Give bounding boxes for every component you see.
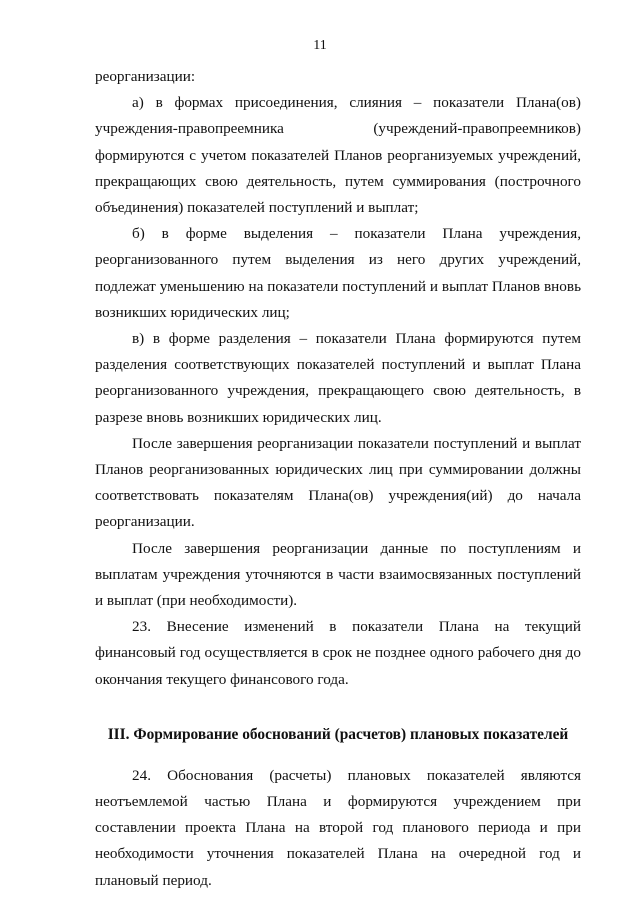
paragraph-merger-accession: а) в формах присоединения, слияния – показатели Плана(ов) учреждения-правопреемника (учреждений-правопреемников) формируются с учетом показателей Планов реорганизуемых учреждений, прекращающих свою деятельность, путем суммирования (построчного объединения) показателей поступлений и выплат; bbox=[95, 94, 581, 217]
section-heading: III. Формирование обоснований (расчетов) плановых показателей bbox=[107, 725, 569, 743]
paragraph-reorganization-intro: реорганизации: bbox=[95, 68, 196, 85]
paragraph-spin-off: б) в форме выделения – показатели Плана учреждения, реорганизованного путем выделения из него других учреждений, подлежат уменьшению на показатели поступлений и выплат Планов вновь возникших юридических лиц; bbox=[95, 225, 581, 321]
paragraph-division: в) в форме разделения – показатели Плана формируются путем разделения соответствующих показателей поступлений и выплат Плана реорганизованного учреждения, прекращающего свою деятельность, в разрезе вновь возникших юридических лиц. bbox=[95, 330, 581, 426]
paragraph-item-23: 23. Внесение изменений в показатели Плана на текущий финансовый год осуществляется в срок не позднее одного рабочего дня до окончания текущего финансового года. bbox=[95, 618, 581, 688]
paragraph-item-24: 24. Обоснования (расчеты) плановых показателей являются неотъемлемой частью Плана и формируются учреждением при составлении проекта Плана на второй год планового периода и при необходимости уточнения показателей Плана на очередной год и плановый период. bbox=[95, 766, 581, 889]
document-body bbox=[95, 64, 581, 894]
page-number: 11 bbox=[313, 38, 327, 53]
paragraph-after-reorganization-totals: После завершения реорганизации показатели поступлений и выплат Планов реорганизованных юридических лиц при суммировании должны соответствовать показателям Плана(ов) учреждения(ий) до начала реорганизации. bbox=[95, 434, 581, 531]
paragraph-after-reorganization-clarification: После завершения реорганизации данные по поступлениям и выплатам учреждения уточняются в части взаимосвязанных поступлений и выплат (при необходимости). bbox=[95, 539, 581, 610]
